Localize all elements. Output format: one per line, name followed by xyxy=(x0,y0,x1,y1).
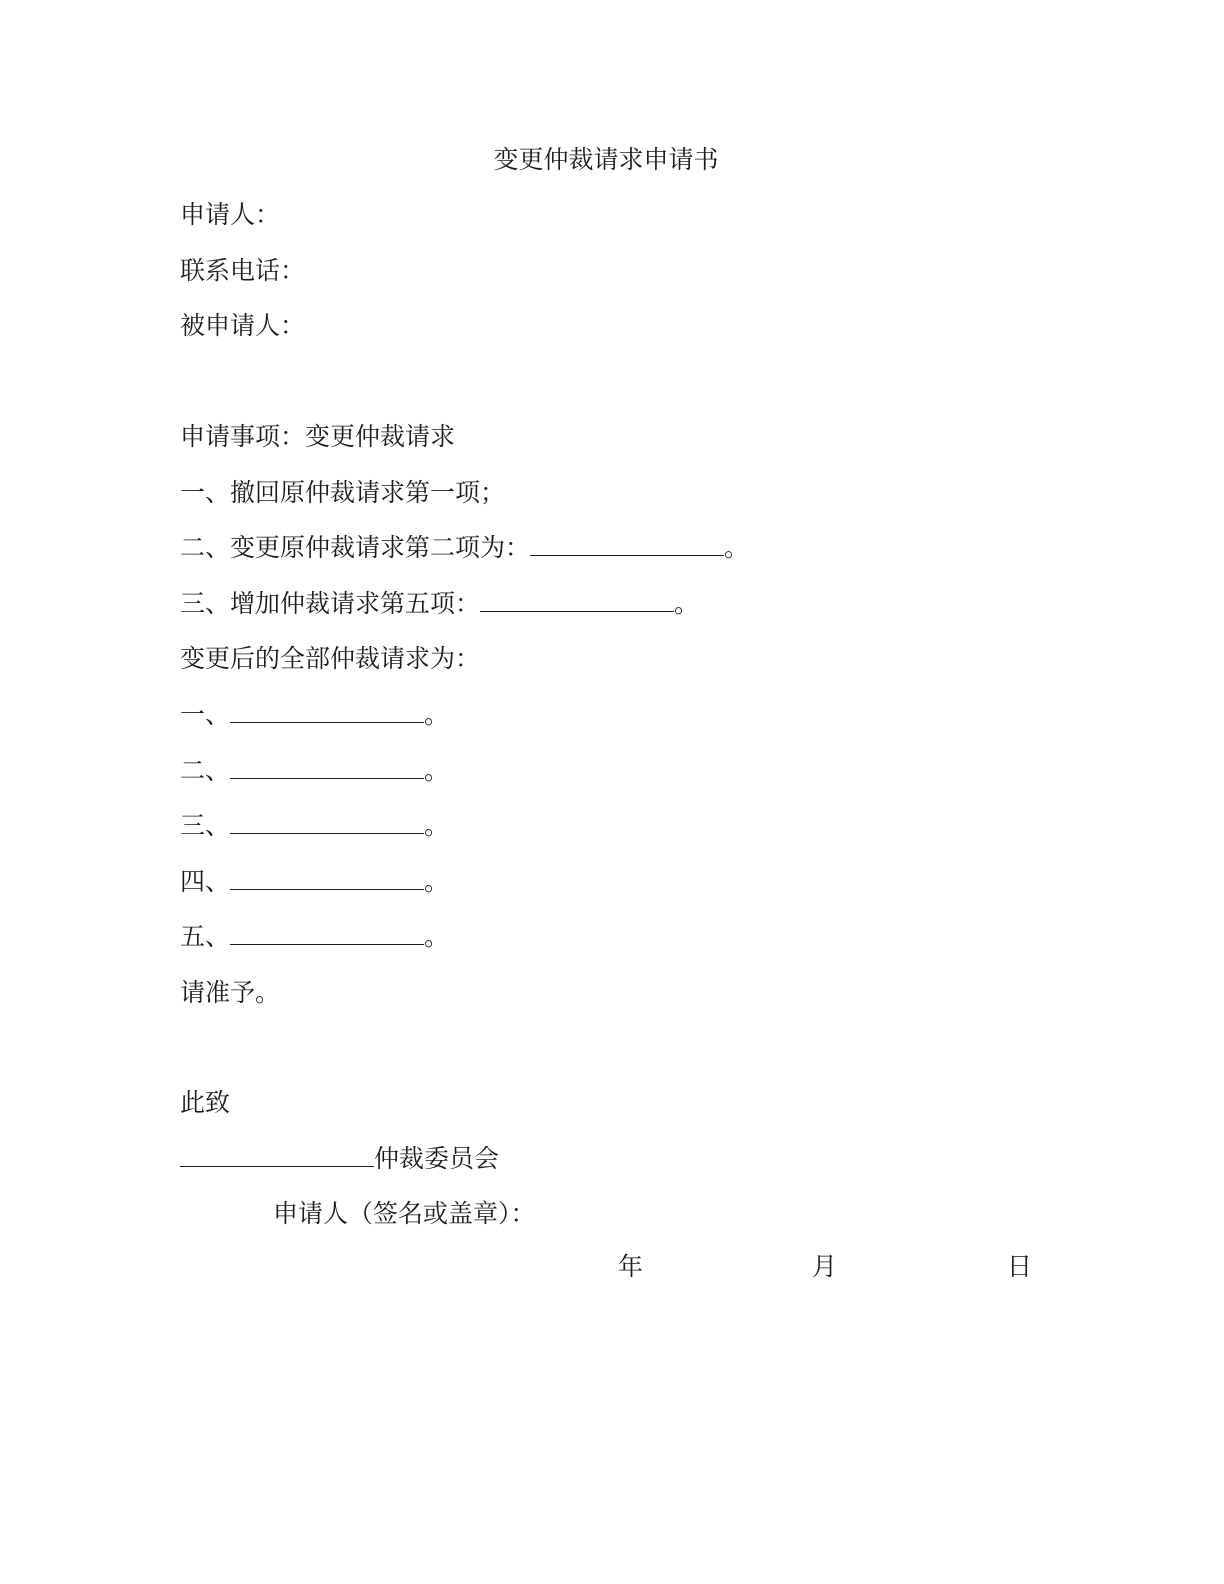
all-claims-label: 变更后的全部仲裁请求为： xyxy=(180,644,481,673)
period: 。 xyxy=(724,533,750,562)
committee-suffix: 仲裁委员会 xyxy=(374,1144,500,1173)
committee-line xyxy=(180,1142,499,1176)
claim-item xyxy=(180,698,449,732)
date-month: 月 xyxy=(812,1252,838,1281)
fill-blank[interactable] xyxy=(180,1144,374,1167)
item-change xyxy=(180,531,749,565)
item-withdraw: 一、撤回原仲裁请求第一项； xyxy=(180,478,506,507)
fill-blank[interactable] xyxy=(530,533,724,556)
period: 。 xyxy=(424,867,450,896)
period: 。 xyxy=(424,756,450,785)
claim-prefix: 四、 xyxy=(180,867,231,896)
item-add xyxy=(180,587,699,621)
document-title: 变更仲裁请求申请书 xyxy=(493,145,719,174)
salutation: 此致 xyxy=(180,1088,231,1117)
item-change-text: 二、变更原仲裁请求第二项为： xyxy=(180,533,531,562)
grant-request: 请准予。 xyxy=(180,978,281,1007)
date-day: 日 xyxy=(1007,1252,1033,1281)
claim-item xyxy=(180,754,449,788)
claim-item xyxy=(180,920,449,954)
period: 。 xyxy=(424,811,450,840)
fill-blank[interactable] xyxy=(230,811,424,834)
matter-label: 申请事项：变更仲裁请求 xyxy=(180,422,456,451)
fill-blank[interactable] xyxy=(230,756,424,779)
item-add-text: 三、增加仲裁请求第五项： xyxy=(180,589,481,618)
period: 。 xyxy=(674,589,700,618)
respondent-label: 被申请人： xyxy=(180,311,306,340)
fill-blank[interactable] xyxy=(480,589,674,612)
claim-prefix: 二、 xyxy=(180,756,231,785)
claim-item xyxy=(180,809,449,843)
signature-label: 申请人（签名或盖章）： xyxy=(273,1199,536,1228)
claim-prefix: 五、 xyxy=(180,922,231,951)
fill-blank[interactable] xyxy=(230,700,424,723)
phone-label: 联系电话： xyxy=(180,256,306,285)
date-year: 年 xyxy=(618,1252,644,1281)
period: 。 xyxy=(424,700,450,729)
applicant-label: 申请人： xyxy=(180,200,281,229)
claim-item xyxy=(180,865,449,899)
fill-blank[interactable] xyxy=(230,922,424,945)
claim-prefix: 三、 xyxy=(180,811,231,840)
period: 。 xyxy=(424,922,450,951)
fill-blank[interactable] xyxy=(230,867,424,890)
claim-prefix: 一、 xyxy=(180,700,231,729)
